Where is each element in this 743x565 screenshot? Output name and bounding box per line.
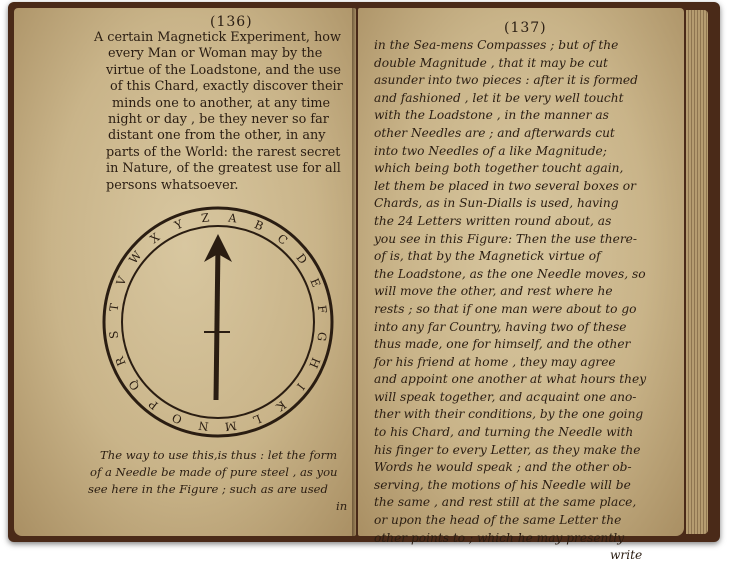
body-line: you see in this Figure: Then the use there- (374, 231, 637, 246)
left-page (14, 8, 356, 536)
dial-letter: I (293, 380, 308, 393)
caption-line: The way to use this,is thus : let the form (100, 448, 338, 462)
heading-line: in Nature, of the greatest use for all (106, 161, 341, 177)
body-line: will speak together, and acquaint one ano- (374, 389, 637, 404)
page-edges (686, 10, 708, 534)
body-line: or upon the head of the same Letter the (374, 513, 622, 528)
left-heading-text (94, 30, 356, 194)
body-line: Chards, as in Sun-Dialls is used, having (374, 196, 619, 211)
dial-letter: V (113, 274, 130, 288)
letter-dial-figure (100, 204, 336, 440)
body-line: and appoint one another at what hours they (374, 372, 647, 387)
body-line: of is, that by the Magnetick virtue of (374, 249, 601, 264)
caption-line: in (336, 499, 348, 513)
dial-letter: M (224, 418, 238, 434)
needle-shaft (216, 244, 218, 400)
left-page-number: (136) (210, 14, 253, 30)
body-line: for his friend at home , they may agree (374, 354, 616, 369)
body-line: Words he would speak ; and the other ob- (374, 460, 632, 475)
dial-letter: G (314, 331, 330, 343)
dial-letter: T (106, 302, 122, 313)
dial-letter: Z (200, 210, 211, 226)
dial-letter: Y (172, 216, 185, 233)
dial-letter: R (112, 354, 129, 368)
body-line: double Magnitude , that it may be cut (374, 55, 608, 70)
body-line: other points to ; which he may presently (374, 530, 625, 545)
caption-line: see here in the Figure ; such as are used (88, 482, 328, 496)
body-line: to his Chard, and turning the Needle with (374, 425, 634, 440)
body-line: his finger to every Letter, as they make the (374, 442, 641, 457)
right-body-text (374, 37, 674, 565)
heading-line: distant one from the other, in any (108, 128, 326, 144)
dial-letter: W (126, 248, 145, 267)
heading-line: parts of the World: the rarest secret (106, 144, 341, 160)
heading-line: night or day , be they never so far (108, 112, 329, 128)
caption-line: of a Needle be made of pure steel , as you (90, 465, 338, 479)
body-line: other Needles are ; and afterwards cut (374, 125, 615, 140)
dial-letter: L (251, 411, 264, 428)
heading-line: every Man or Woman may by the (108, 46, 323, 62)
body-line: into two Needles of a like Magnitude; (374, 143, 607, 158)
dial-letter: P (146, 396, 161, 413)
left-caption-text (88, 447, 350, 515)
dial-letter: H (306, 355, 324, 371)
dial-letter: X (147, 230, 163, 247)
body-line: in the Sea-mens Compasses ; but of the (374, 38, 619, 52)
body-line: the same , and rest still at the same place, (374, 495, 637, 510)
heading-line: A certain Magnetick Experiment, how (94, 30, 341, 45)
dial-letter: A (227, 210, 238, 226)
body-line: will move the other, and rest where he (374, 284, 613, 299)
compass-needle (204, 234, 232, 400)
heading-line: virtue of the Loadstone, and the use (106, 62, 341, 78)
dial-letter: E (307, 276, 324, 290)
right-page (358, 8, 684, 563)
dial-letter: S (106, 330, 122, 340)
body-line: asunder into two pieces : after it is formed (374, 73, 638, 88)
body-line: into any far Country, having two of these (374, 319, 627, 334)
body-line: ther with their conditions, by the one going (374, 407, 644, 422)
body-line: the 24 Letters written round about, as (374, 213, 612, 228)
body-line: serving, the motions of his Needle will be (374, 477, 631, 492)
dial-letter: D (293, 250, 311, 267)
dial-letter: C (274, 231, 291, 248)
body-line: write (610, 548, 643, 563)
body-line: with the Loadstone , in the manner as (374, 108, 609, 123)
dial-letter: F (314, 304, 330, 315)
dial-letter: O (169, 410, 185, 427)
heading-line: persons whatsoever. (106, 177, 239, 193)
body-line: which being both together toucht again, (374, 161, 624, 176)
heading-line: minds one to another, at any time (112, 95, 331, 111)
right-page-number: (137) (504, 20, 547, 36)
dial-letter: B (252, 217, 266, 234)
body-line: rests ; so that if one man were about to go (374, 301, 637, 316)
heading-line: of this Chard, exactly discover their (110, 79, 343, 95)
body-line: the Loadstone, as the one Needle moves, so (374, 266, 646, 281)
body-line: let them be placed in two several boxes or (374, 178, 636, 193)
dial-letter: Q (125, 377, 143, 394)
dial-letter: N (197, 418, 210, 434)
body-line: thus made, one for himself, and the other (374, 337, 631, 352)
body-line: and fashioned , let it be very well toucht (374, 90, 624, 105)
dial-letter: K (273, 397, 289, 415)
